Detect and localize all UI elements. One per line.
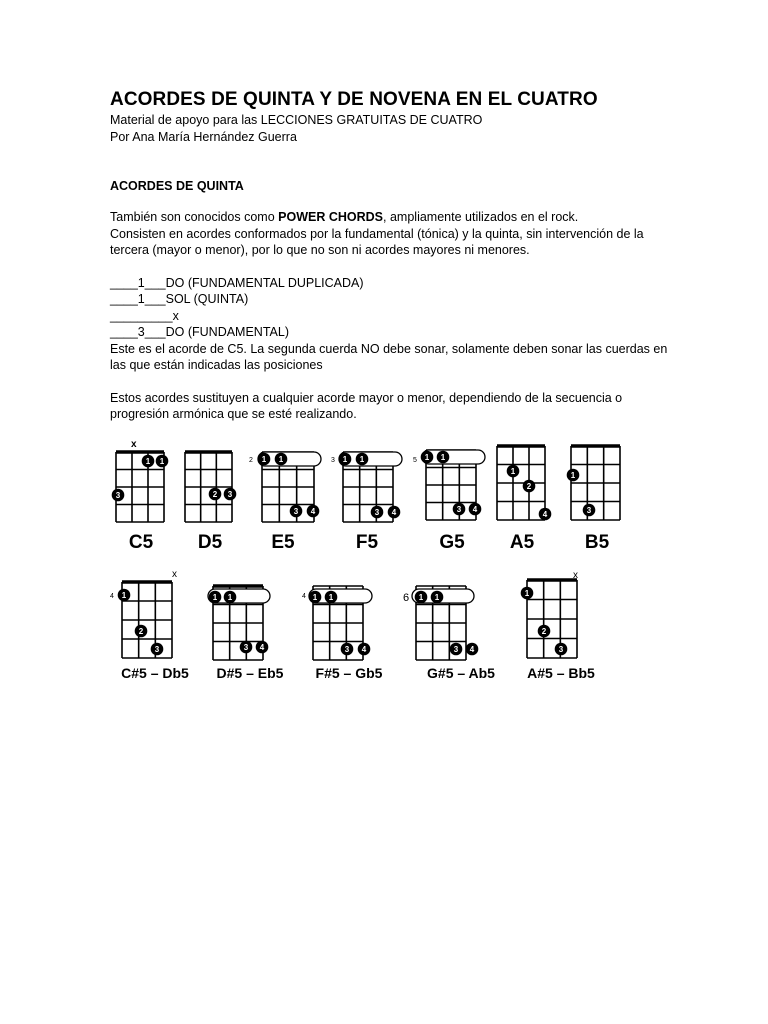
finger-dot-label: 1: [359, 455, 365, 464]
finger-dot-label: 1: [227, 593, 233, 602]
tab-line-1: ____1___DO (FUNDAMENTAL DUPLICADA): [110, 275, 364, 290]
finger-dot-label: 2: [541, 627, 547, 636]
mute-mark: x: [131, 439, 137, 450]
finger-dot-label: 2: [138, 627, 144, 636]
finger-dot-label: 3: [115, 491, 121, 500]
finger-dot-label: 3: [344, 645, 350, 654]
chord-name-b5: B5: [584, 532, 610, 553]
finger-dot-label: 1: [440, 453, 446, 462]
finger-dot-label: 1: [524, 589, 530, 598]
fret-marker-e5: 2: [249, 457, 253, 464]
fret-marker-g5: 5: [413, 457, 417, 464]
finger-dot-label: 1: [342, 455, 348, 464]
fret-marker-f5: 3: [331, 457, 335, 464]
fret-marker-fs5: 4: [302, 593, 306, 600]
finger-dot-label: 1: [570, 471, 576, 480]
chord-name-f5: F5: [355, 532, 379, 553]
chord-name-c5: C5: [128, 532, 154, 553]
chord-name-d5: D5: [197, 532, 223, 553]
section-heading: ACORDES DE QUINTA: [110, 179, 244, 193]
tab-line-4: ____3___DO (FUNDAMENTAL): [110, 325, 289, 339]
paragraph-text: También son conocidos como: [110, 210, 279, 224]
paragraph-c5-explanation: Este es el acorde de C5. La segunda cuerda NO debe sonar, solamente deben sonar las cuerdas en las que están indicadas las posiciones: [110, 341, 668, 372]
paragraph-substitution: Estos acordes sustituyen a cualquier acorde mayor o menor, dependiendo de la secuencia o progresión armónica que se esté realizando.: [110, 390, 623, 421]
finger-dot-label: 3: [227, 490, 233, 499]
b5-grid: [571, 446, 620, 520]
finger-dot-label: 4: [542, 510, 548, 519]
finger-dot-label: 4: [469, 645, 475, 654]
chord-name-g5: G5: [439, 532, 465, 553]
finger-dot-label: 1: [212, 593, 218, 602]
finger-dot-label: 3: [293, 507, 299, 516]
finger-dot-label: 3: [456, 505, 462, 514]
finger-dot-label: 3: [374, 508, 380, 517]
chord-name-ds5: D#5 – Eb5: [216, 665, 284, 681]
author: Por Ana María Hernández Guerra: [110, 130, 297, 144]
finger-dot-label: 1: [424, 453, 430, 462]
finger-dot-label: 2: [212, 490, 218, 499]
finger-dot-label: 1: [278, 455, 284, 464]
d5-grid: [185, 452, 232, 522]
page-title: ACORDES DE QUINTA Y DE NOVENA EN EL CUATRO: [110, 89, 598, 110]
finger-dot-label: 1: [145, 457, 151, 466]
finger-dot-label: 1: [328, 593, 334, 602]
tab-line-3: _________x: [110, 308, 179, 323]
finger-dot-label: 4: [259, 643, 265, 652]
finger-dot-label: 1: [121, 591, 127, 600]
finger-dot-label: 3: [586, 506, 592, 515]
fret-marker-cs5: 4: [110, 593, 114, 600]
finger-dot-label: 1: [510, 467, 516, 476]
finger-dot-label: 1: [418, 593, 424, 602]
tab-line-2: ____1___SOL (QUINTA): [110, 292, 249, 306]
chord-name-fs5: F#5 – Gb5: [315, 665, 383, 681]
finger-dot-label: 3: [243, 643, 249, 652]
paragraph-definition: Consisten en acordes conformados por la fundamental (tónica) y la quinta, sin intervención de la tercera (mayor o menor), por lo que no son ni acordes mayores ni menores.: [110, 226, 644, 257]
paragraph-text: , ampliamente utilizados en el rock.: [383, 210, 579, 224]
finger-dot-label: 4: [361, 645, 367, 654]
finger-dot-label: 2: [526, 482, 532, 491]
finger-dot-label: 1: [434, 593, 440, 602]
finger-dot-label: 1: [261, 455, 267, 464]
chord-name-a5: A5: [509, 532, 535, 553]
chord-name-as5: A#5 – Bb5: [527, 665, 595, 681]
fret-marker-gs5: 6: [403, 592, 410, 604]
chord-name-e5: E5: [271, 532, 295, 553]
chord-name-gs5: G#5 – Ab5: [427, 665, 495, 681]
subtitle: Material de apoyo para las LECCIONES GRATUITAS DE CUATRO: [110, 113, 483, 127]
power-chords-bold: POWER CHORDS: [278, 210, 384, 224]
finger-dot-label: 3: [558, 645, 564, 654]
as5-grid: [524, 580, 577, 658]
finger-dot-label: 4: [310, 507, 316, 516]
finger-dot-label: 1: [312, 593, 318, 602]
chord-name-cs5: C#5 – Db5: [121, 665, 189, 681]
finger-dot-label: 3: [453, 645, 459, 654]
finger-dot-label: 3: [154, 645, 160, 654]
finger-dot-label: 4: [472, 505, 478, 514]
finger-dot-label: 4: [391, 508, 397, 517]
mute-mark: x: [172, 569, 177, 580]
finger-dot-label: 1: [159, 457, 165, 466]
a5-grid: [497, 446, 545, 520]
mute-mark: x: [573, 570, 578, 581]
